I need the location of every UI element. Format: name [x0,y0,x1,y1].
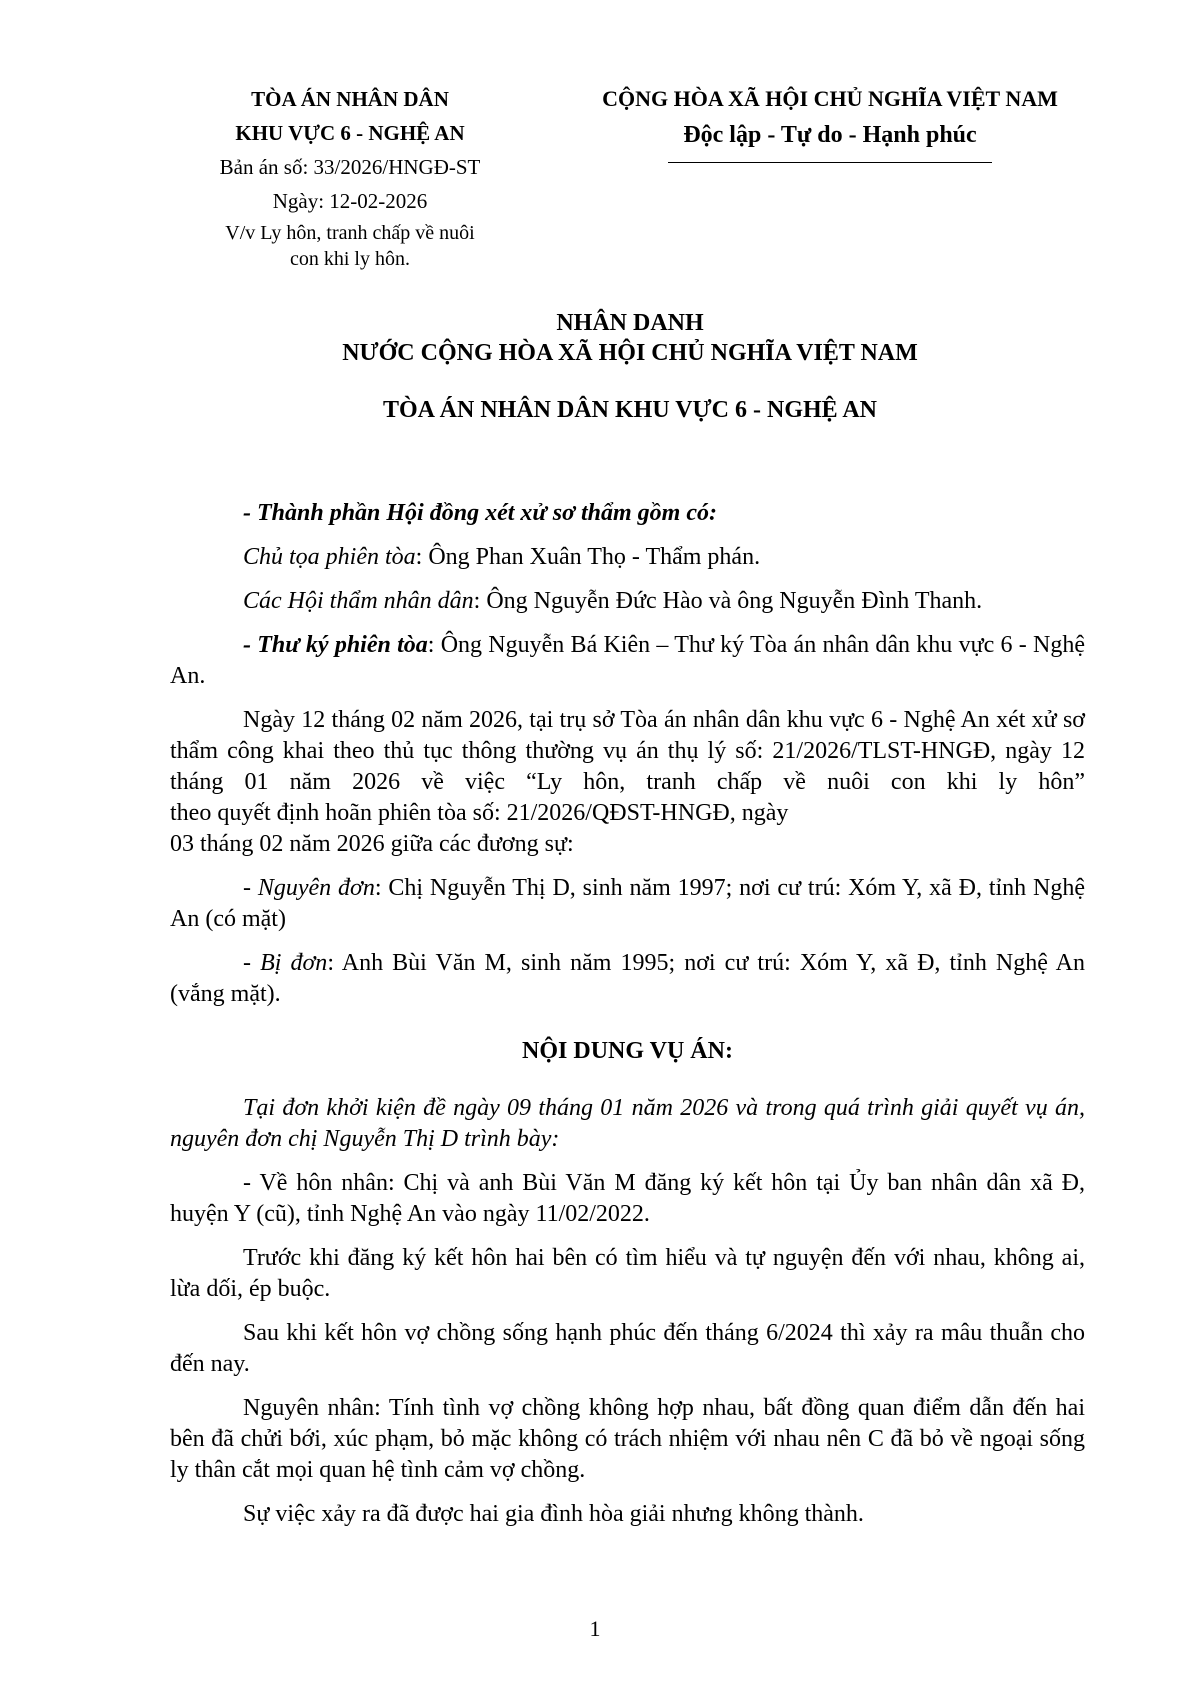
presiding-label: Chủ tọa phiên tòa [243,544,416,570]
in-name-of: NHÂN DANH [556,310,704,336]
cause-paragraph: Nguyên nhân: Tính tình vợ chồng không hợp nhau, bất đồng quan điểm dẫn đến hai bên đã chửi bới, xúc phạm, bỏ mặc không có trách nhiệm với nhau nên C đã bỏ về ngoại sống ly thân cắt mọi quan hệ tình cảm vợ chồng. [170,1395,1085,1483]
claim-intro: Tại đơn khởi kiện đề ngày 09 tháng 01 năm 2026 và trong quá trình giải quyết vụ án, nguyên đơn chị Nguyễn Thị D trình bày: [170,1095,1085,1152]
court-clerk [170,630,1085,692]
jurors-value: : Ông Nguyễn Đức Hào và ông Nguyễn Đình Thanh. [473,588,983,614]
defendant-value: : Anh Bùi Văn M, sinh năm 1995; nơi cư trú: Xóm Y, xã Đ, tỉnh Nghệ An (vắng mặt). [170,950,1085,1007]
defendant-paragraph: - Bị đơn: Anh Bùi Văn M, sinh năm 1995; nơi cư trú: Xóm Y, xã Đ, tỉnh Nghệ An (vắng mặt). [170,950,1085,1007]
mediation-paragraph: Sự việc xảy ra đã được hai gia đình hòa giải nhưng không thành. [243,1501,864,1527]
presiding-judge [170,542,1085,573]
panel-heading: - Thành phần Hội đồng xét xử sơ thẩm gồm có: [243,500,717,526]
judgment-number: Bản án số: 33/2026/HNGĐ-ST [219,155,481,179]
case-subject [160,220,540,272]
jurors-label: Các Hội thẩm nhân dân [243,588,474,614]
page-number: 1 [589,1616,601,1641]
before-marriage-paragraph: Trước khi đăng ký kết hôn hai bên có tìm hiểu và tự nguyện đến với nhau, không ai, lừa dối, ép buộc. [170,1245,1085,1302]
national-motto: Độc lập - Tự do - Hạnh phúc [683,122,977,148]
hearing-paragraph [170,705,1085,860]
motto-underline [668,162,992,163]
hearing-parties-intro: 03 tháng 02 năm 2026 giữa các đương sự: [170,831,574,857]
people-jurors [170,586,1085,617]
marriage-paragraph: - Về hôn nhân: Chị và anh Bùi Văn M đăng ký kết hôn tại Ủy ban nhân dân xã Đ, huyện Y (cũ), tỉnh Nghệ An vào ngày 11/02/2022. [170,1170,1085,1227]
court-title: TÒA ÁN NHÂN DÂN KHU VỰC 6 - NGHỆ AN [382,397,877,423]
case-subject-line1: V/v Ly hôn, tranh chấp về nuôi [225,222,475,244]
court-name-line1: TÒA ÁN NHÂN DÂN [251,87,449,111]
judgment-body [170,498,1085,1543]
hearing-decision: theo quyết định hoãn phiên tòa số: 21/2026/QĐST-HNGĐ, ngày [170,800,789,826]
clerk-value: : Ông Nguyễn Bá Kiên – Thư ký Tòa án nhân dân khu vực 6 - Nghệ An. [170,632,1085,689]
court-header [160,82,540,272]
country-name: NƯỚC CỘNG HÒA XÃ HỘI CHỦ NGHĨA VIỆT NAM [342,340,918,366]
defendant-label: Bị đơn [260,950,328,976]
presiding-value: : Ông Phan Xuân Thọ - Thẩm phán. [415,544,761,570]
plaintiff-value: : Chị Nguyễn Thị D, sinh năm 1997; nơi cư trú: Xóm Y, xã Đ, tỉnh Nghệ An (có mặt) [170,875,1085,932]
national-header [560,82,1100,163]
after-marriage-paragraph: Sau khi kết hôn vợ chồng sống hạnh phúc đến tháng 6/2024 thì xảy ra mâu thuẫn cho đến nay. [170,1320,1085,1377]
hearing-text: Ngày 12 tháng 02 năm 2026, tại trụ sở Tòa án nhân dân khu vực 6 - Nghệ An xét xử sơ thẩm công khai theo thủ tục thông thường vụ án thụ lý số: 21/2026/TLST-HNGĐ, ngày 12 tháng 01 năm 2026 về việc “Ly hôn, tranh chấp về nuôi con khi ly hôn” [170,707,1085,795]
republic-name: CỘNG HÒA XÃ HỘI CHỦ NGHĨA VIỆT NAM [602,86,1058,111]
plaintiff-paragraph: - Nguyên đơn: Chị Nguyễn Thị D, sinh năm 1997; nơi cư trú: Xóm Y, xã Đ, tỉnh Nghệ An (có mặt) [170,875,1085,932]
case-subject-line2: con khi ly hôn. [290,248,410,270]
judgment-date: Ngày: 12-02-2026 [272,189,428,213]
court-name-line2: KHU VỰC 6 - NGHỆ AN [235,121,465,145]
clerk-label: - Thư ký phiên tòa [243,632,428,658]
section-title: NỘI DUNG VỤ ÁN: [522,1038,733,1064]
plaintiff-label: Nguyên đơn [257,875,375,901]
